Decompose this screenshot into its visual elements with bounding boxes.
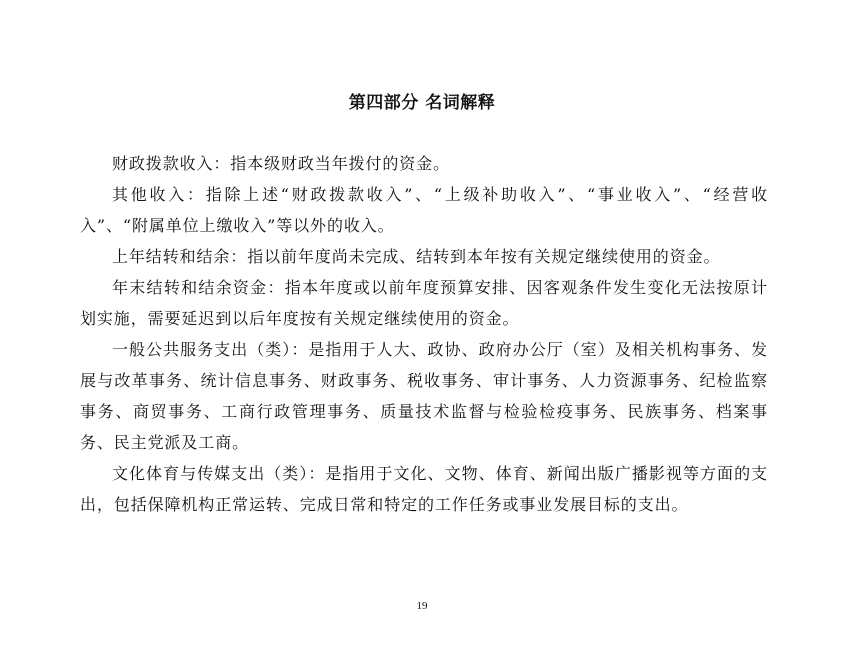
section-title: 第四部分 名词解释 (348, 93, 496, 113)
paragraph-general-public-services: 一般公共服务支出（类）：是指用于人大、政协、政府办公厅（室）及相关机构事务、发展与改革事务、统计信息事务、财政事务、税收事务、审计事务、人力资源事务、纪检监察事务、商贸事务、工商行政管理事务、质量技术监督与检验检疫事务、民族事务、档案事务、民主党派及工商。 (80, 340, 768, 452)
paragraph-other-income: 其他收入：指除上述“财政拨款收入”、“上级补助收入”、“事业收入”、“经营收入”、“附属单位上缴收入”等以外的收入。 (80, 185, 768, 235)
paragraph-year-end-carryover: 年末结转和结余资金：指本年度或以前年度预算安排、因客观条件发生变化无法按原计划实施，需要延迟到以后年度按有关规定继续使用的资金。 (80, 278, 768, 328)
document-body (80, 148, 768, 520)
paragraph-prior-year-carryover: 上年结转和结余：指以前年度尚未完成、结转到本年按有关规定继续使用的资金。 (112, 247, 721, 266)
page-number: 19 (416, 600, 428, 612)
paragraph-fiscal-allocation-income: 财政拨款收入：指本级财政当年拨付的资金。 (112, 154, 451, 173)
paragraph-culture-sports-media: 文化体育与传媒支出（类）：是指用于文化、文物、体育、新闻出版广播影视等方面的支出，包括保障机构正常运转、完成日常和特定的工作任务或事业发展目标的支出。 (80, 464, 768, 514)
